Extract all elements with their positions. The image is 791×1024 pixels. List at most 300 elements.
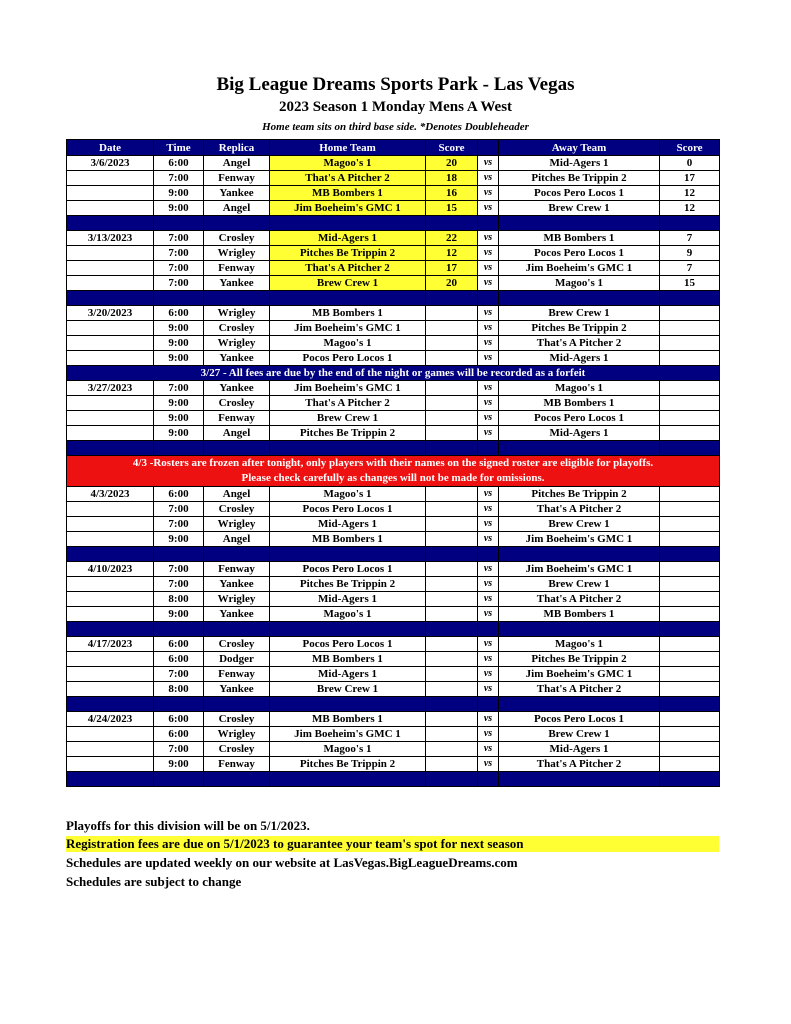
table-row (67, 156, 720, 171)
date-cell (67, 517, 154, 532)
time-cell: 7:00 (154, 562, 204, 577)
date-cell (67, 532, 154, 547)
date-cell (67, 502, 154, 517)
home-score-cell: 22 (426, 231, 478, 246)
table-row (67, 171, 720, 186)
vs-cell: vs (478, 577, 499, 592)
home-team-cell: MB Bombers 1 (270, 186, 426, 201)
vs-cell: vs (478, 592, 499, 607)
table-row (67, 742, 720, 757)
date-cell (67, 171, 154, 186)
separator-cell (204, 216, 270, 231)
home-team-cell: Mid-Agers 1 (270, 592, 426, 607)
home-team-cell: Pitches Be Trippin 2 (270, 577, 426, 592)
home-score-cell: 18 (426, 171, 478, 186)
away-score-cell (660, 592, 720, 607)
home-team-cell: MB Bombers 1 (270, 712, 426, 727)
table-row (67, 231, 720, 246)
separator-cell (426, 441, 478, 456)
table-row (67, 426, 720, 441)
time-cell: 9:00 (154, 757, 204, 772)
time-cell: 9:00 (154, 201, 204, 216)
vs-cell: vs (478, 727, 499, 742)
separator-cell (426, 772, 478, 787)
separator-cell (660, 697, 720, 712)
home-team-cell: Jim Boeheim's GMC 1 (270, 201, 426, 216)
time-cell: 7:00 (154, 246, 204, 261)
separator-cell (67, 216, 154, 231)
away-score-cell (660, 532, 720, 547)
separator-cell (154, 291, 204, 306)
time-cell: 9:00 (154, 186, 204, 201)
home-team-cell: Jim Boeheim's GMC 1 (270, 321, 426, 336)
home-score-cell (426, 682, 478, 697)
table-row (67, 186, 720, 201)
away-score-cell (660, 411, 720, 426)
home-score-cell (426, 502, 478, 517)
separator-cell (154, 547, 204, 562)
table-row (67, 682, 720, 697)
page-subtitle: 2023 Season 1 Monday Mens A West (278, 99, 513, 115)
vs-cell: vs (478, 381, 499, 396)
date-cell (67, 351, 154, 366)
away-team-cell: MB Bombers 1 (499, 607, 660, 622)
date-cell (67, 757, 154, 772)
table-row (67, 667, 720, 682)
time-cell: 6:00 (154, 727, 204, 742)
separator-cell (499, 547, 660, 562)
home-score-cell: 15 (426, 201, 478, 216)
home-team-cell: Brew Crew 1 (270, 276, 426, 291)
separator-cell (499, 441, 660, 456)
date-cell: 3/13/2023 (67, 231, 154, 246)
away-team-cell: Brew Crew 1 (499, 306, 660, 321)
home-team-cell: Magoo's 1 (270, 487, 426, 502)
separator-cell (499, 622, 660, 637)
roster-alert-line-2: Please check carefully as changes will not be made for omissions. (241, 472, 545, 484)
away-team-cell: Pocos Pero Locos 1 (499, 712, 660, 727)
table-row (67, 487, 720, 502)
separator-cell (270, 622, 426, 637)
home-team-cell: Brew Crew 1 (270, 682, 426, 697)
vs-cell: vs (478, 321, 499, 336)
home-score-cell (426, 396, 478, 411)
date-cell: 4/10/2023 (67, 562, 154, 577)
date-cell (67, 592, 154, 607)
separator-cell (499, 216, 660, 231)
away-score-cell: 7 (660, 261, 720, 276)
home-score-cell (426, 727, 478, 742)
table-row (67, 306, 720, 321)
separator-cell (499, 697, 660, 712)
home-team-cell: That's A Pitcher 2 (270, 261, 426, 276)
replica-cell: Fenway (204, 562, 270, 577)
date-cell (67, 276, 154, 291)
home-team-cell: MB Bombers 1 (270, 532, 426, 547)
home-score-cell (426, 667, 478, 682)
vs-cell: vs (478, 351, 499, 366)
home-team-cell: That's A Pitcher 2 (270, 171, 426, 186)
table-row (67, 201, 720, 216)
replica-cell: Yankee (204, 381, 270, 396)
replica-cell: Crosley (204, 502, 270, 517)
home-score-cell (426, 532, 478, 547)
home-score-cell (426, 381, 478, 396)
separator-cell (660, 772, 720, 787)
away-team-cell: Brew Crew 1 (499, 517, 660, 532)
home-team-cell: Pocos Pero Locos 1 (270, 351, 426, 366)
away-team-cell: Pocos Pero Locos 1 (499, 246, 660, 261)
separator-cell (67, 291, 154, 306)
separator-cell (478, 547, 499, 562)
footer-subject: Schedules are subject to change (66, 874, 242, 889)
home-team-cell: Mid-Agers 1 (270, 667, 426, 682)
separator-cell (660, 547, 720, 562)
separator-cell (426, 697, 478, 712)
separator-cell (154, 622, 204, 637)
time-cell: 6:00 (154, 652, 204, 667)
vs-cell: vs (478, 502, 499, 517)
date-cell (67, 201, 154, 216)
replica-cell: Dodger (204, 652, 270, 667)
vs-cell: vs (478, 712, 499, 727)
table-row (67, 502, 720, 517)
time-cell: 7:00 (154, 517, 204, 532)
time-cell: 9:00 (154, 426, 204, 441)
table-row (67, 637, 720, 652)
home-team-cell: Pocos Pero Locos 1 (270, 502, 426, 517)
vs-cell: vs (478, 426, 499, 441)
separator-cell (478, 697, 499, 712)
away-score-cell (660, 727, 720, 742)
away-score-cell (660, 607, 720, 622)
time-cell: 9:00 (154, 336, 204, 351)
replica-cell: Yankee (204, 577, 270, 592)
separator-cell (270, 291, 426, 306)
home-team-cell: Brew Crew 1 (270, 411, 426, 426)
home-score-cell: 20 (426, 276, 478, 291)
away-score-cell (660, 336, 720, 351)
separator-cell (660, 216, 720, 231)
column-header-away-team: Away Team (499, 140, 660, 156)
replica-cell: Fenway (204, 667, 270, 682)
date-cell: 3/20/2023 (67, 306, 154, 321)
date-cell (67, 667, 154, 682)
away-team-cell: Brew Crew 1 (499, 201, 660, 216)
table-row (67, 261, 720, 276)
date-cell: 3/27/2023 (67, 381, 154, 396)
separator-cell (204, 291, 270, 306)
separator-cell (270, 697, 426, 712)
date-cell (67, 336, 154, 351)
time-cell: 9:00 (154, 607, 204, 622)
replica-cell: Angel (204, 532, 270, 547)
away-team-cell: Mid-Agers 1 (499, 426, 660, 441)
week-separator-row (67, 772, 720, 787)
away-team-cell: That's A Pitcher 2 (499, 592, 660, 607)
away-team-cell: Pitches Be Trippin 2 (499, 652, 660, 667)
home-team-cell: Magoo's 1 (270, 336, 426, 351)
separator-cell (204, 772, 270, 787)
away-team-cell: Magoo's 1 (499, 637, 660, 652)
date-cell (67, 577, 154, 592)
footer-updates: Schedules are updated weekly on our website at LasVegas.BigLeagueDreams.com (66, 855, 518, 870)
away-score-cell: 15 (660, 276, 720, 291)
column-header-home-team: Home Team (270, 140, 426, 156)
time-cell: 6:00 (154, 637, 204, 652)
vs-cell: vs (478, 517, 499, 532)
fee-notice: 3/27 - All fees are due by the end of the night or games will be recorded as a forfeit (67, 366, 720, 381)
away-team-cell: Brew Crew 1 (499, 577, 660, 592)
replica-cell: Yankee (204, 186, 270, 201)
replica-cell: Crosley (204, 742, 270, 757)
time-cell: 8:00 (154, 592, 204, 607)
separator-cell (499, 772, 660, 787)
home-score-cell (426, 517, 478, 532)
home-score-cell (426, 607, 478, 622)
replica-cell: Wrigley (204, 727, 270, 742)
replica-cell: Wrigley (204, 306, 270, 321)
home-team-cell: Mid-Agers 1 (270, 517, 426, 532)
page-title: Big League Dreams Sports Park - Las Vegas (216, 74, 575, 95)
replica-cell: Yankee (204, 276, 270, 291)
vs-cell: vs (478, 532, 499, 547)
home-score-cell (426, 592, 478, 607)
vs-cell: vs (478, 562, 499, 577)
replica-cell: Crosley (204, 637, 270, 652)
replica-cell: Crosley (204, 231, 270, 246)
away-team-cell: Pitches Be Trippin 2 (499, 171, 660, 186)
home-team-cell: Jim Boeheim's GMC 1 (270, 381, 426, 396)
separator-cell (478, 772, 499, 787)
home-team-cell: Magoo's 1 (270, 156, 426, 171)
away-team-cell: Brew Crew 1 (499, 727, 660, 742)
separator-cell (67, 547, 154, 562)
away-score-cell: 0 (660, 156, 720, 171)
table-row (67, 336, 720, 351)
table-row (67, 411, 720, 426)
vs-cell: vs (478, 231, 499, 246)
separator-cell (154, 772, 204, 787)
separator-cell (478, 216, 499, 231)
replica-cell: Fenway (204, 411, 270, 426)
home-score-cell (426, 426, 478, 441)
separator-cell (478, 622, 499, 637)
home-team-cell: Mid-Agers 1 (270, 231, 426, 246)
replica-cell: Fenway (204, 171, 270, 186)
table-row (67, 396, 720, 411)
separator-cell (660, 622, 720, 637)
table-header-row (67, 140, 720, 156)
separator-cell (204, 697, 270, 712)
away-team-cell: Mid-Agers 1 (499, 156, 660, 171)
away-score-cell (660, 381, 720, 396)
date-cell: 3/6/2023 (67, 156, 154, 171)
away-team-cell: Mid-Agers 1 (499, 742, 660, 757)
replica-cell: Crosley (204, 321, 270, 336)
away-team-cell: That's A Pitcher 2 (499, 502, 660, 517)
home-score-cell: 20 (426, 156, 478, 171)
week-separator-row (67, 547, 720, 562)
away-team-cell: Jim Boeheim's GMC 1 (499, 532, 660, 547)
away-team-cell: MB Bombers 1 (499, 231, 660, 246)
date-cell (67, 411, 154, 426)
separator-cell (499, 291, 660, 306)
away-score-cell: 9 (660, 246, 720, 261)
table-row (67, 607, 720, 622)
vs-cell: vs (478, 396, 499, 411)
date-cell (67, 261, 154, 276)
time-cell: 6:00 (154, 156, 204, 171)
away-score-cell (660, 742, 720, 757)
away-score-cell (660, 682, 720, 697)
away-score-cell (660, 502, 720, 517)
away-score-cell (660, 517, 720, 532)
week-separator-row (67, 622, 720, 637)
separator-cell (154, 441, 204, 456)
time-cell: 9:00 (154, 396, 204, 411)
separator-cell (204, 622, 270, 637)
vs-cell: vs (478, 246, 499, 261)
column-header-vs (478, 140, 499, 156)
roster-alert-line-1: 4/3 -Rosters are frozen after tonight, only players with their names on the signed roster are eligible for playoffs. (132, 457, 654, 469)
column-header-time: Time (154, 140, 204, 156)
separator-cell (270, 547, 426, 562)
away-score-cell (660, 712, 720, 727)
table-row (67, 757, 720, 772)
column-header-date: Date (67, 140, 154, 156)
table-row (67, 381, 720, 396)
separator-cell (426, 291, 478, 306)
away-score-cell (660, 637, 720, 652)
replica-cell: Yankee (204, 682, 270, 697)
date-cell (67, 396, 154, 411)
home-score-cell (426, 712, 478, 727)
home-score-cell: 17 (426, 261, 478, 276)
time-cell: 6:00 (154, 487, 204, 502)
away-team-cell: Pitches Be Trippin 2 (499, 487, 660, 502)
away-score-cell (660, 396, 720, 411)
away-score-cell: 12 (660, 186, 720, 201)
vs-cell: vs (478, 652, 499, 667)
home-team-cell: Magoo's 1 (270, 742, 426, 757)
time-cell: 9:00 (154, 351, 204, 366)
time-cell: 7:00 (154, 742, 204, 757)
separator-cell (67, 622, 154, 637)
time-cell: 9:00 (154, 321, 204, 336)
date-cell: 4/24/2023 (67, 712, 154, 727)
vs-cell: vs (478, 411, 499, 426)
date-cell: 4/17/2023 (67, 637, 154, 652)
replica-cell: Wrigley (204, 336, 270, 351)
home-score-cell (426, 411, 478, 426)
table-row (67, 351, 720, 366)
time-cell: 7:00 (154, 276, 204, 291)
replica-cell: Angel (204, 201, 270, 216)
replica-cell: Yankee (204, 351, 270, 366)
away-team-cell: Pocos Pero Locos 1 (499, 186, 660, 201)
vs-cell: vs (478, 487, 499, 502)
date-cell (67, 426, 154, 441)
fee-notice-row (67, 366, 720, 381)
week-separator-row (67, 216, 720, 231)
separator-cell (67, 772, 154, 787)
away-team-cell: Pocos Pero Locos 1 (499, 411, 660, 426)
replica-cell: Crosley (204, 396, 270, 411)
date-cell (67, 682, 154, 697)
replica-cell: Wrigley (204, 246, 270, 261)
home-score-cell (426, 757, 478, 772)
home-score-cell (426, 321, 478, 336)
away-score-cell (660, 351, 720, 366)
table-row (67, 562, 720, 577)
separator-cell (270, 772, 426, 787)
separator-cell (154, 216, 204, 231)
time-cell: 7:00 (154, 577, 204, 592)
away-score-cell (660, 577, 720, 592)
time-cell: 9:00 (154, 411, 204, 426)
away-team-cell: That's A Pitcher 2 (499, 757, 660, 772)
separator-cell (154, 697, 204, 712)
date-cell (67, 727, 154, 742)
away-score-cell (660, 306, 720, 321)
replica-cell: Angel (204, 156, 270, 171)
replica-cell: Fenway (204, 261, 270, 276)
separator-cell (660, 291, 720, 306)
table-row (67, 517, 720, 532)
date-cell (67, 742, 154, 757)
footer-registration: Registration fees are due on 5/1/2023 to guarantee your team's spot for next season (66, 836, 719, 852)
away-score-cell: 12 (660, 201, 720, 216)
away-score-cell (660, 321, 720, 336)
date-cell (67, 652, 154, 667)
home-score-cell (426, 562, 478, 577)
away-team-cell: Jim Boeheim's GMC 1 (499, 667, 660, 682)
separator-cell (270, 216, 426, 231)
home-team-cell: MB Bombers 1 (270, 652, 426, 667)
home-score-cell (426, 336, 478, 351)
separator-cell (478, 291, 499, 306)
vs-cell: vs (478, 607, 499, 622)
page-note: Home team sits on third base side. *Denotes Doubleheader (262, 121, 529, 133)
home-team-cell: Pitches Be Trippin 2 (270, 426, 426, 441)
table-row (67, 652, 720, 667)
separator-cell (426, 622, 478, 637)
date-cell: 4/3/2023 (67, 487, 154, 502)
replica-cell: Fenway (204, 757, 270, 772)
away-score-cell (660, 426, 720, 441)
time-cell: 7:00 (154, 171, 204, 186)
vs-cell: vs (478, 336, 499, 351)
away-team-cell: Magoo's 1 (499, 381, 660, 396)
home-team-cell: That's A Pitcher 2 (270, 396, 426, 411)
home-team-cell: Jim Boeheim's GMC 1 (270, 727, 426, 742)
vs-cell: vs (478, 667, 499, 682)
away-team-cell: That's A Pitcher 2 (499, 682, 660, 697)
home-score-cell (426, 652, 478, 667)
home-score-cell (426, 351, 478, 366)
column-header-home-score: Score (426, 140, 478, 156)
week-separator-row (67, 291, 720, 306)
vs-cell: vs (478, 156, 499, 171)
time-cell: 6:00 (154, 306, 204, 321)
away-score-cell: 17 (660, 171, 720, 186)
separator-cell (67, 441, 154, 456)
home-score-cell (426, 637, 478, 652)
time-cell: 6:00 (154, 712, 204, 727)
table-row (67, 727, 720, 742)
home-team-cell: Magoo's 1 (270, 607, 426, 622)
